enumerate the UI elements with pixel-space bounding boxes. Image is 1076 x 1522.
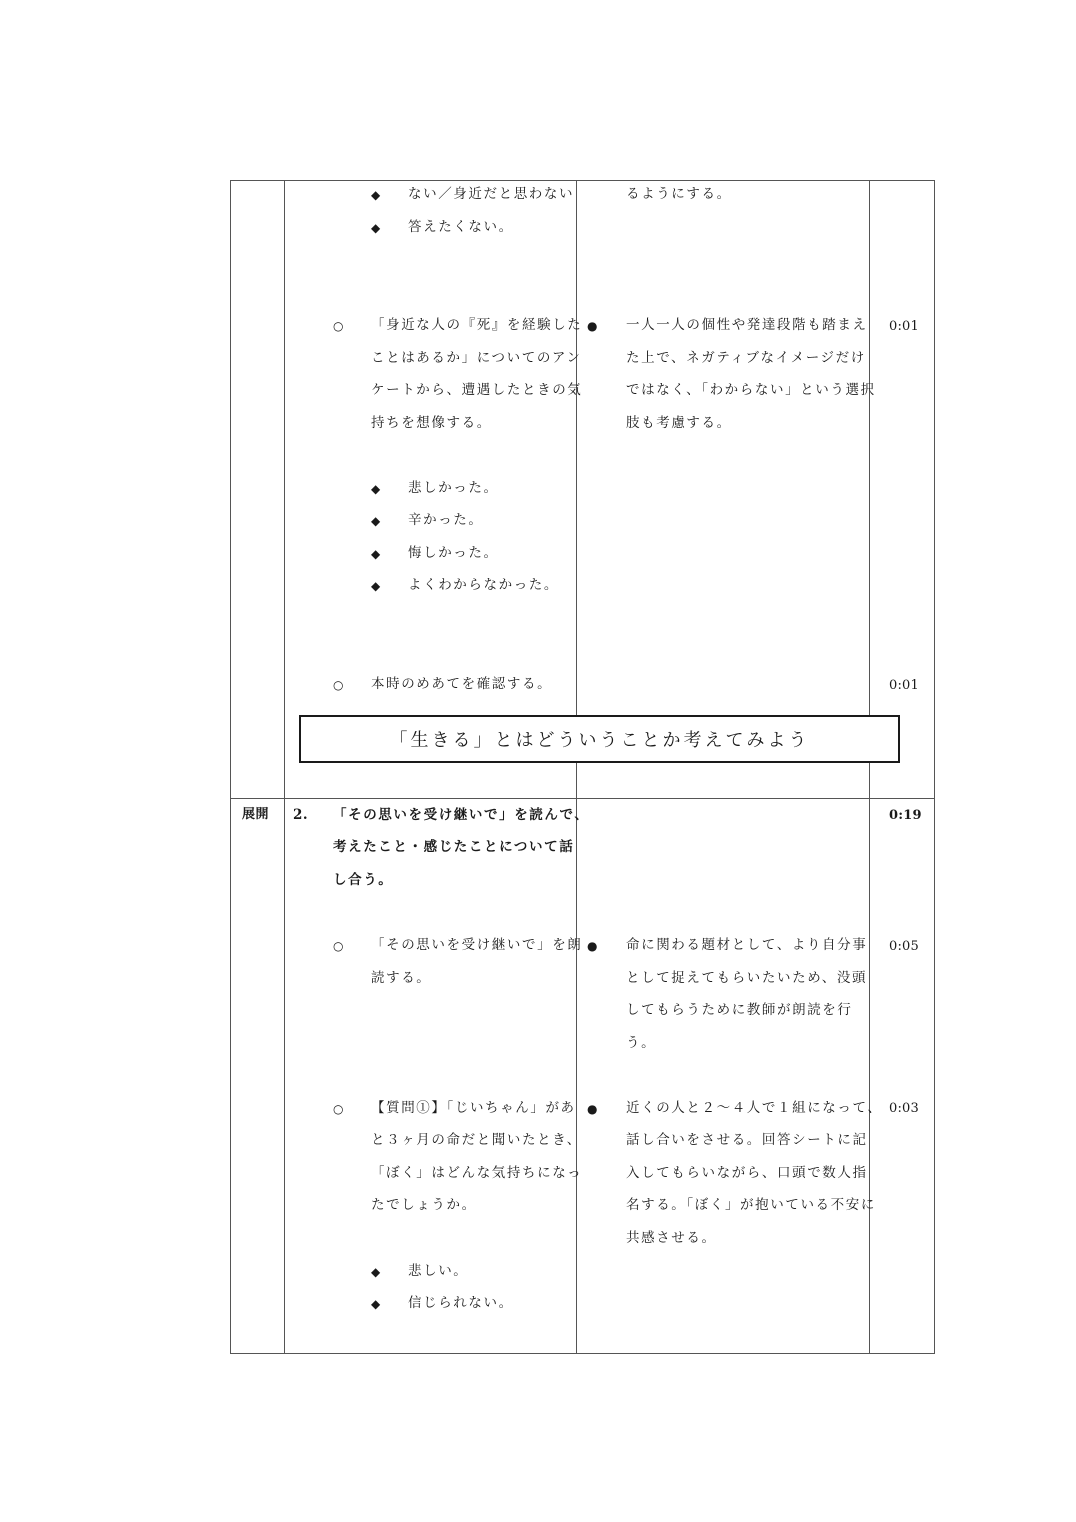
note-text: るようにする。 xyxy=(626,186,732,202)
step-title: し合う。 xyxy=(333,872,394,888)
note-text: 命に関わる題材として、より自分事 xyxy=(626,937,868,953)
response-item: 悲しい。 xyxy=(408,1263,469,1279)
response-item: 辛かった。 xyxy=(408,512,484,528)
activity-text: ことはあるか」についてのアン xyxy=(371,350,582,366)
dot-bullet: ● xyxy=(587,1102,598,1116)
activity-text: 持ちを想像する。 xyxy=(371,415,492,431)
response-item: 悔しかった。 xyxy=(408,545,499,561)
response-item: 信じられない。 xyxy=(408,1295,514,1311)
row-divider xyxy=(230,798,935,799)
table-left-border xyxy=(230,180,231,1354)
circle-bullet: ○ xyxy=(333,678,344,692)
note-text: う。 xyxy=(626,1035,657,1051)
time-value: 0:01 xyxy=(889,678,919,693)
dot-bullet: ● xyxy=(587,319,598,333)
table-right-border xyxy=(934,180,935,1354)
lesson-goal-text: 「生きる」とはどういうことか考えてみよう xyxy=(389,730,810,751)
lesson-goal-banner xyxy=(299,715,900,763)
activity-text: ケートから、遭遇したときの気 xyxy=(371,382,583,398)
diamond-bullet: ◆ xyxy=(371,547,381,561)
note-text: として捉えてもらいたいため、没頭 xyxy=(626,970,868,986)
circle-bullet: ○ xyxy=(333,319,344,333)
question-text: 【質問①】「じいちゃん」があ xyxy=(371,1100,576,1116)
activity-text: 本時のめあてを確認する。 xyxy=(371,676,553,692)
step-number: 2. xyxy=(293,807,309,823)
table-top-border xyxy=(230,180,935,181)
response-item: 悲しかった。 xyxy=(408,480,499,496)
dot-bullet: ● xyxy=(587,939,598,953)
note-text: 肢も考慮する。 xyxy=(626,415,732,431)
diamond-bullet: ◆ xyxy=(371,221,381,235)
phase-label: 展開 xyxy=(242,807,270,822)
response-item: ない／身近だと思わない xyxy=(408,186,575,202)
circle-bullet: ○ xyxy=(333,939,344,953)
note-text: してもらうために教師が朗読を行 xyxy=(626,1002,853,1018)
note-text: ではなく、「わからない」という選択 xyxy=(626,382,876,398)
response-item: 答えたくない。 xyxy=(408,219,514,235)
time-value: 0:05 xyxy=(889,939,919,954)
table-bottom-border xyxy=(230,1353,935,1354)
note-text: 一人一人の個性や発達段階も踏まえ xyxy=(626,317,868,333)
diamond-bullet: ◆ xyxy=(371,188,381,202)
activity-text: 「身近な人の『死』を経験した xyxy=(371,317,583,333)
note-text: 共感させる。 xyxy=(626,1230,717,1246)
step-title: 「その思いを受け継いで」を読んで、 xyxy=(333,807,590,823)
diamond-bullet: ◆ xyxy=(371,514,381,528)
time-value: 0:01 xyxy=(889,319,919,334)
step-time: 0:19 xyxy=(889,808,922,823)
question-text: と３ヶ月の命だと聞いたとき、 xyxy=(371,1132,582,1148)
column-divider-1 xyxy=(284,180,285,1354)
question-text: たでしょうか。 xyxy=(371,1197,477,1213)
note-text: 名する。「ぼく」が抱いている不安に xyxy=(626,1197,876,1213)
diamond-bullet: ◆ xyxy=(371,579,381,593)
column-divider-3 xyxy=(869,180,870,1354)
circle-bullet: ○ xyxy=(333,1102,344,1116)
note-text: 入してもらいながら、口頭で数人指 xyxy=(626,1165,868,1181)
time-value: 0:03 xyxy=(889,1101,919,1116)
diamond-bullet: ◆ xyxy=(371,1297,381,1311)
note-text: 近くの人と２〜４人で１組になって、 xyxy=(626,1100,883,1116)
response-item: よくわからなかった。 xyxy=(408,577,559,593)
question-text: 「ぼく」はどんな気持ちになっ xyxy=(371,1165,583,1181)
note-text: た上で、ネガティブなイメージだけ xyxy=(626,350,866,366)
note-text: 話し合いをさせる。回答シートに記 xyxy=(626,1132,868,1148)
step-title: 考えたこと・感じたことについて話 xyxy=(333,839,575,855)
diamond-bullet: ◆ xyxy=(371,1265,381,1279)
diamond-bullet: ◆ xyxy=(371,482,381,496)
activity-text: 読する。 xyxy=(371,970,432,986)
activity-text: 「その思いを受け継いで」を朗 xyxy=(371,937,583,953)
